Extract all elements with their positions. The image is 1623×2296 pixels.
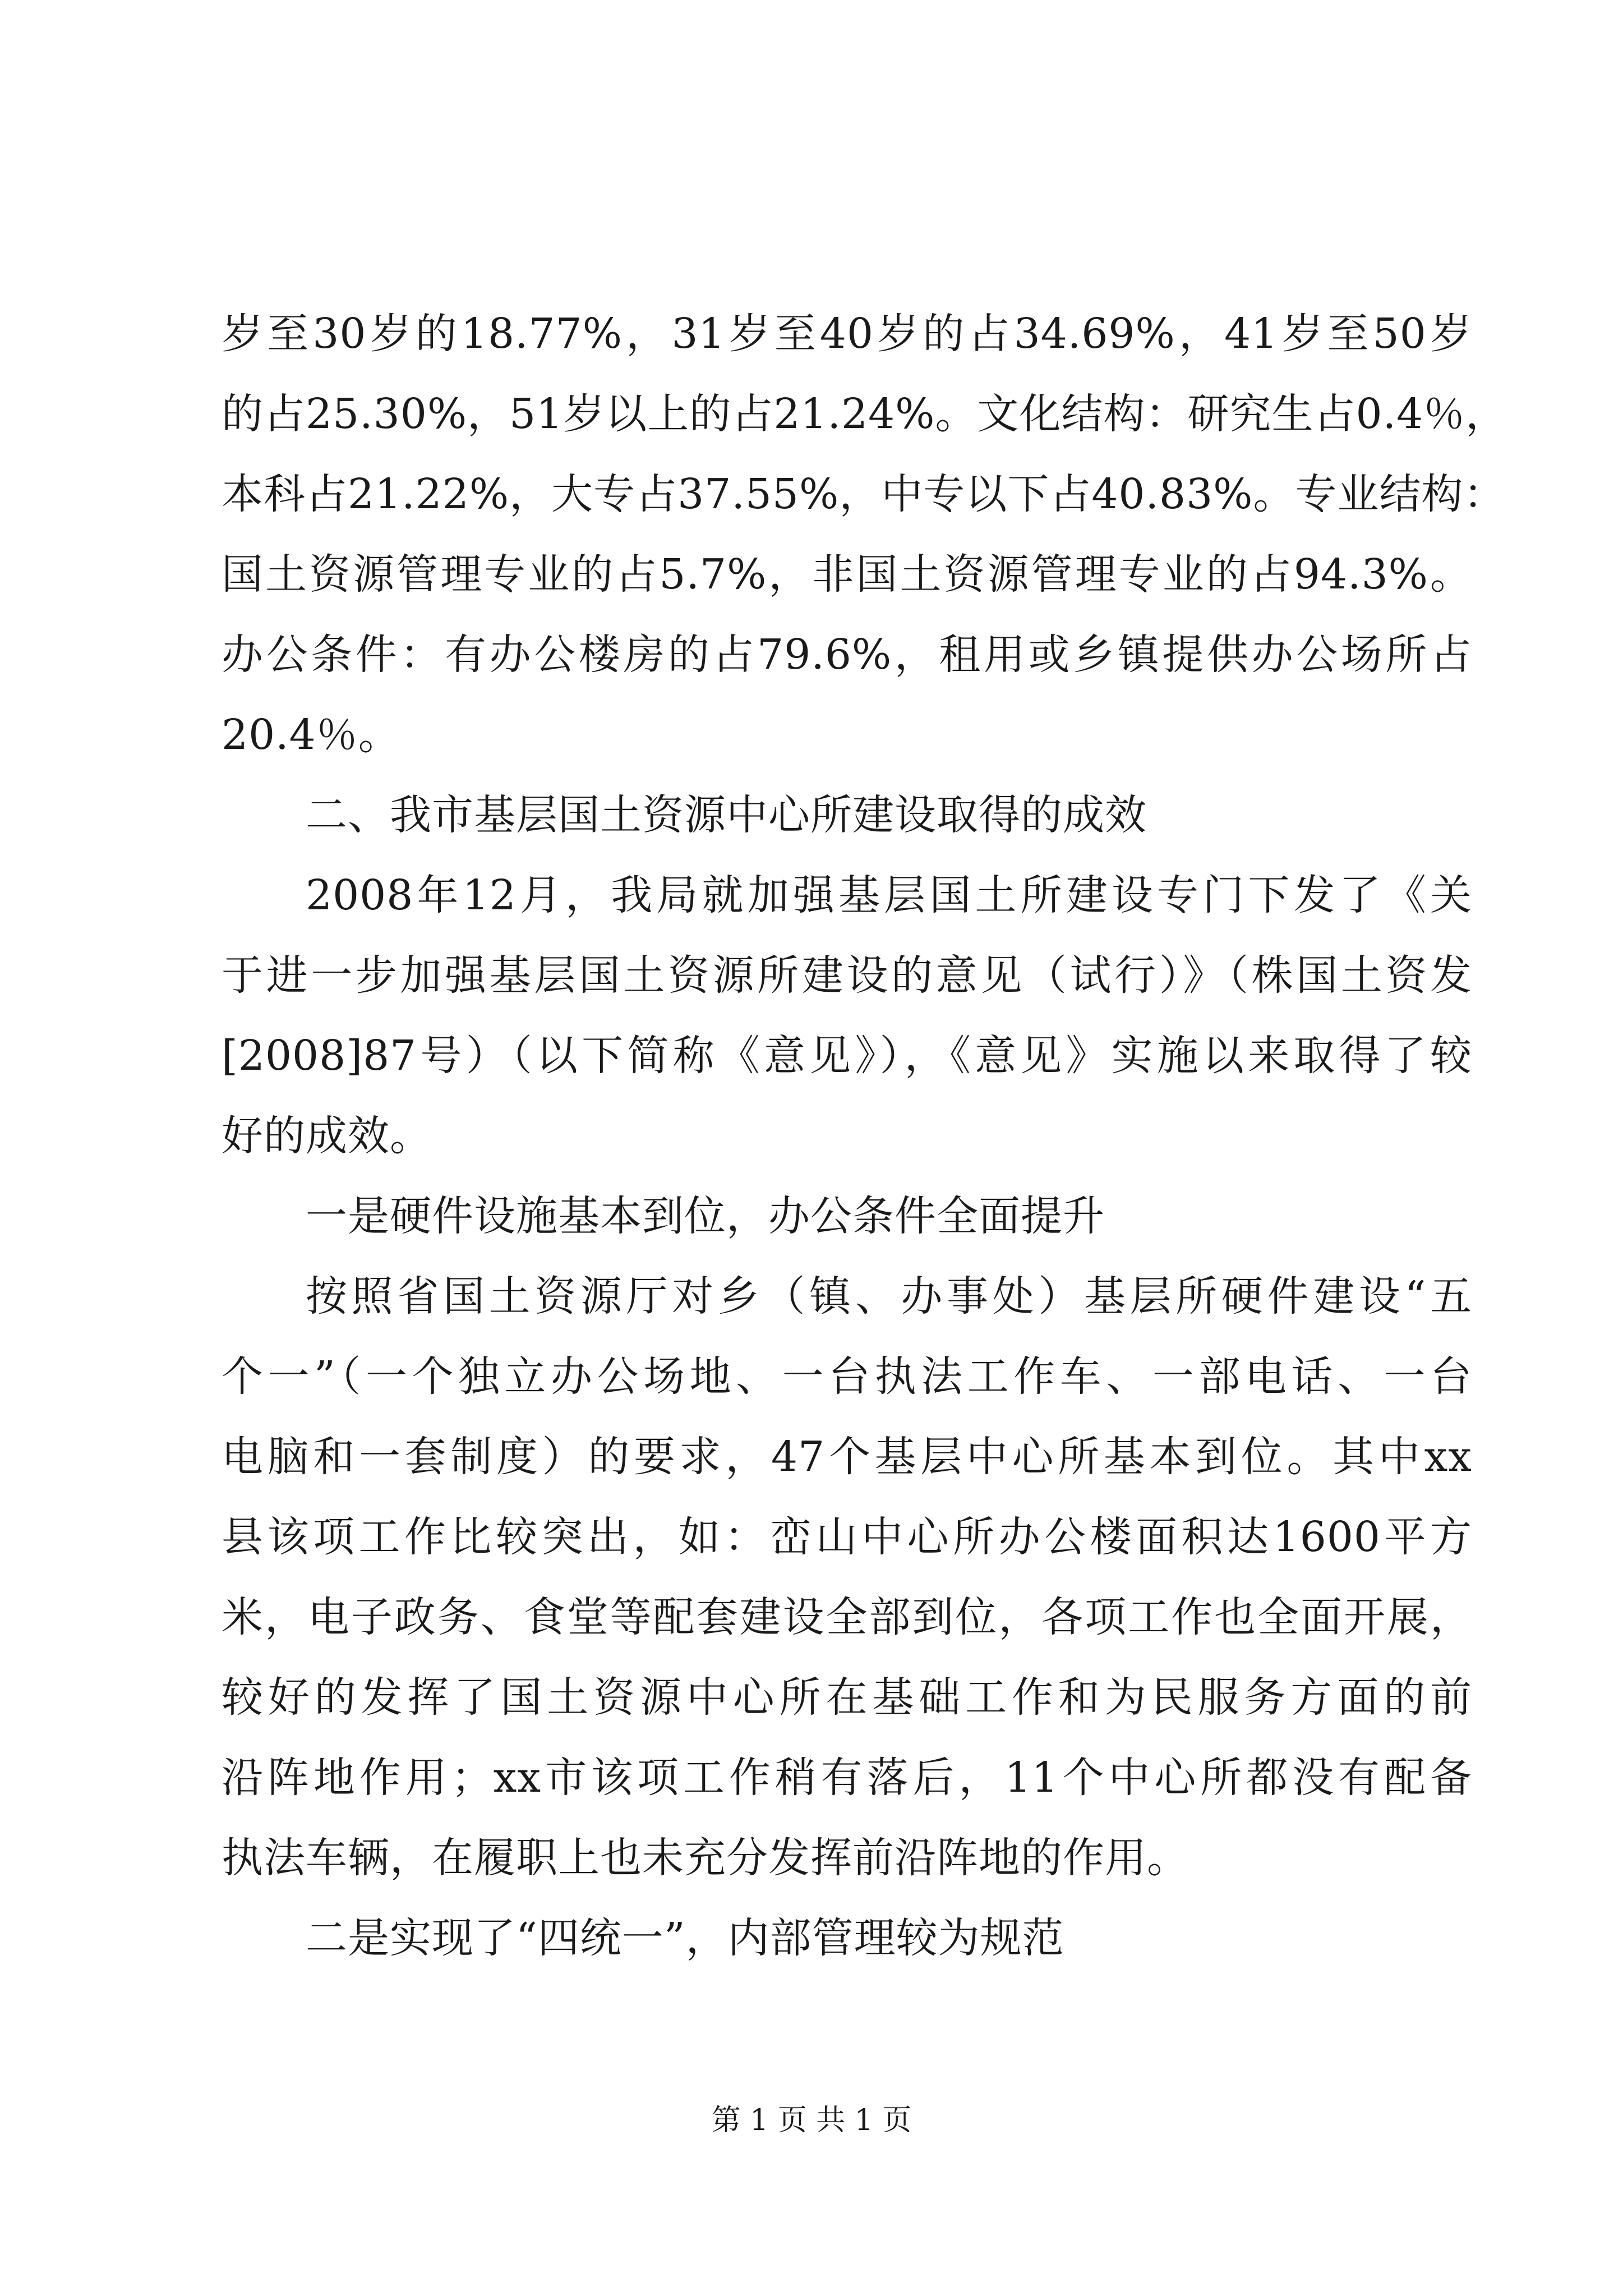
body-text-line: 岁至30岁的18.77%，31岁至40岁的占34.69%，41岁至50岁: [222, 310, 1472, 358]
body-text-line: 执法车辆，在履职上也未充分发挥前沿阵地的作用。: [222, 1834, 1189, 1882]
body-text-line: 于进一步加强基层国土资源所建设的意见（试行）》（株国土资发: [222, 951, 1472, 1000]
body-text-line: 国土资源管理专业的占5.7%，非国土资源管理专业的占94.3%。: [222, 550, 1472, 599]
subsection-heading: 二是实现了“四统一”，内部管理较为规范: [306, 1914, 1064, 1962]
body-text-line: 好的成效。: [222, 1112, 432, 1160]
body-text-line: 县该项工作比较突出，如：峦山中心所办公楼面积达1600平方: [222, 1513, 1472, 1561]
body-text-line: 电脑和一套制度）的要求，47个基层中心所基本到位。其中xx: [222, 1433, 1472, 1481]
body-text-line: 2008年12月，我局就加强基层国土所建设专门下发了《关: [306, 871, 1472, 919]
body-text-line: 的占25.30%，51岁以上的占21.24%。文化结构：研究生占0.4％，: [222, 390, 1508, 438]
body-text-line: 较好的发挥了国土资源中心所在基础工作和为民服务方面的前: [222, 1673, 1472, 1722]
section-heading: 二、我市基层国土资源中心所建设取得的成效: [306, 791, 1147, 839]
body-text-line: [2008]87号）（以下简称《意见》），《意见》实施以来取得了较: [222, 1032, 1472, 1080]
body-text-line: 20.4％。: [222, 711, 400, 759]
subsection-heading: 一是硬件设施基本到位，办公条件全面提升: [306, 1192, 1105, 1240]
body-text-line: 个一”（一个独立办公场地、一台执法工作车、一部电话、一台: [222, 1352, 1472, 1401]
body-text-line: 按照省国土资源厅对乡（镇、办事处）基层所硬件建设“五: [306, 1272, 1472, 1320]
body-text-line: 米，电子政务、食堂等配套建设全部到位，各项工作也全面开展，: [222, 1593, 1472, 1641]
body-text-line: 沿阵地作用；xx市该项工作稍有落后，11个中心所都没有配备: [222, 1754, 1472, 1802]
body-text-line: 办公条件：有办公楼房的占79.6%，租用或乡镇提供办公场所占: [222, 631, 1472, 679]
body-text-line: 本科占21.22%，大专占37.55%，中专以下占40.83%。专业结构：: [222, 470, 1506, 518]
page-number-footer: 第 1 页 共 1 页: [711, 2104, 912, 2137]
